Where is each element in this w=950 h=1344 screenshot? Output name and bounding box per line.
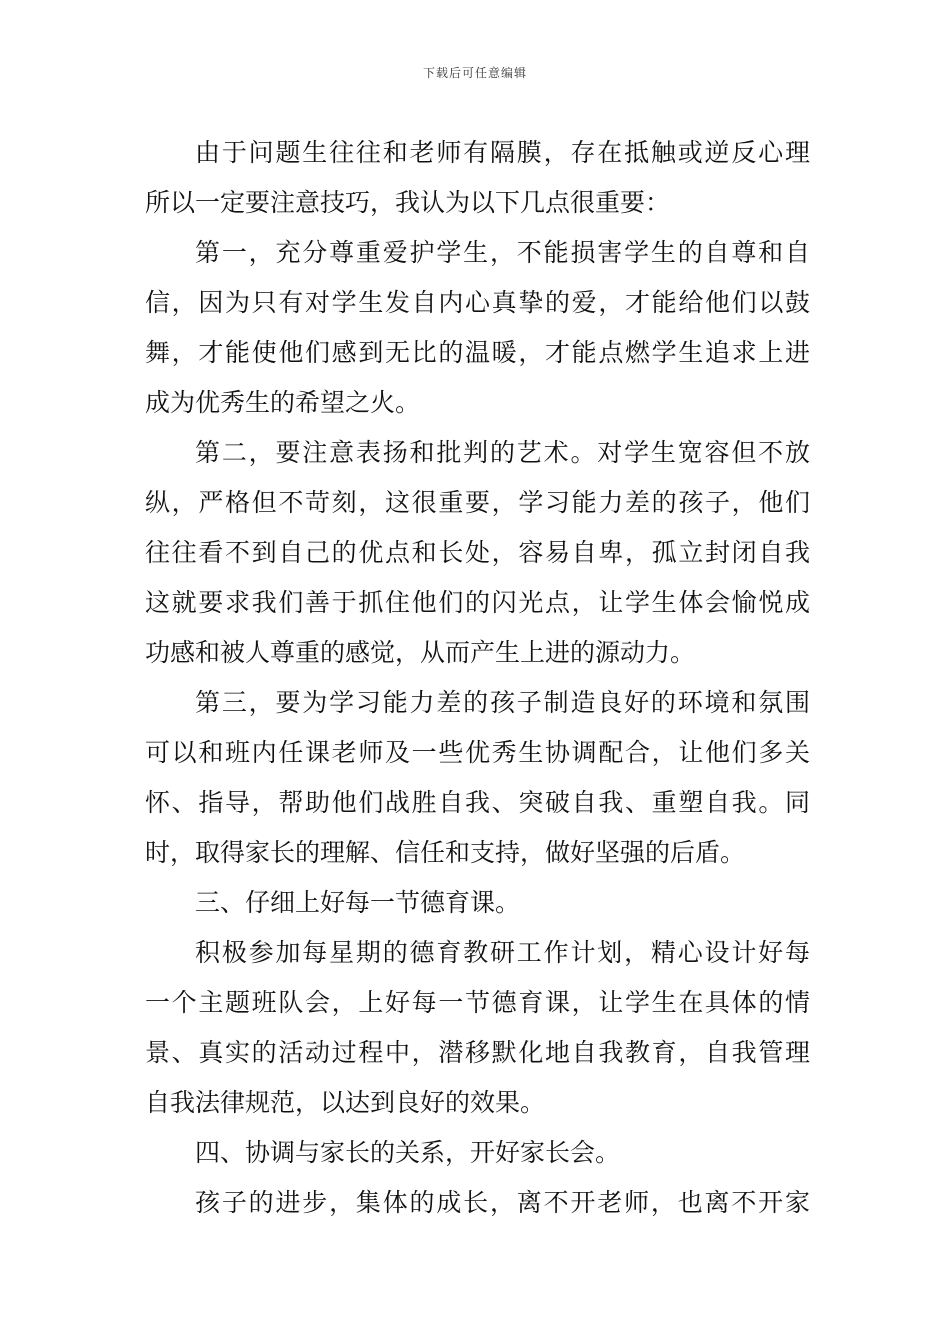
- text-line: 怀、指导，帮助他们战胜自我、突破自我、重塑自我。同: [145, 788, 810, 817]
- text-line: 三、仔细上好每一节德育课。: [195, 888, 521, 917]
- text-line: 所以一定要注意技巧，我认为以下几点很重要：: [145, 188, 671, 217]
- text-line: 信，因为只有对学生发自内心真挚的爱，才能给他们以鼓: [145, 288, 810, 317]
- text-line: 时，取得家长的理解、信任和支持，做好坚强的后盾。: [145, 838, 746, 867]
- text-line: 自我法律规范，以达到良好的效果。: [145, 1088, 546, 1117]
- text-line: 第二，要注意表扬和批判的艺术。对学生宽容但不放: [195, 438, 810, 467]
- text-line: 舞，才能使他们感到无比的温暖，才能点燃学生追求上进: [145, 338, 810, 367]
- text-line: 孩子的进步，集体的成长，离不开老师，也离不开家: [195, 1188, 810, 1217]
- text-line: 纵，严格但不苛刻，这很重要，学习能力差的孩子，他们: [145, 488, 810, 517]
- text-line: 第一，充分尊重爱护学生，不能损害学生的自尊和自: [195, 238, 810, 267]
- text-line: 景、真实的活动过程中，潜移默化地自我教育，自我管理: [145, 1038, 810, 1067]
- text-line: 往往看不到自己的优点和长处，容易自卑，孤立封闭自我: [145, 538, 810, 567]
- page-header: 下载后可任意编辑: [422, 66, 527, 80]
- text-line: 第三，要为学习能力差的孩子制造良好的环境和氛围: [195, 688, 810, 717]
- text-line: 成为优秀生的希望之火。: [145, 388, 421, 417]
- text-line: 这就要求我们善于抓住他们的闪光点，让学生体会愉悦成: [145, 588, 810, 617]
- text-line: 由于问题生往往和老师有隔膜，存在抵触或逆反心理: [195, 138, 810, 167]
- body-text: [145, 128, 810, 1228]
- text-line: 一个主题班队会，上好每一节德育课，让学生在具体的情: [145, 988, 810, 1017]
- text-line: 四、协调与家长的关系，开好家长会。: [195, 1138, 621, 1167]
- text-line: 可以和班内任课老师及一些优秀生协调配合，让他们多关: [145, 738, 810, 767]
- text-line: 功感和被人尊重的感觉，从而产生上进的源动力。: [145, 638, 696, 667]
- text-line: 积极参加每星期的德育教研工作计划，精心设计好每: [195, 938, 810, 967]
